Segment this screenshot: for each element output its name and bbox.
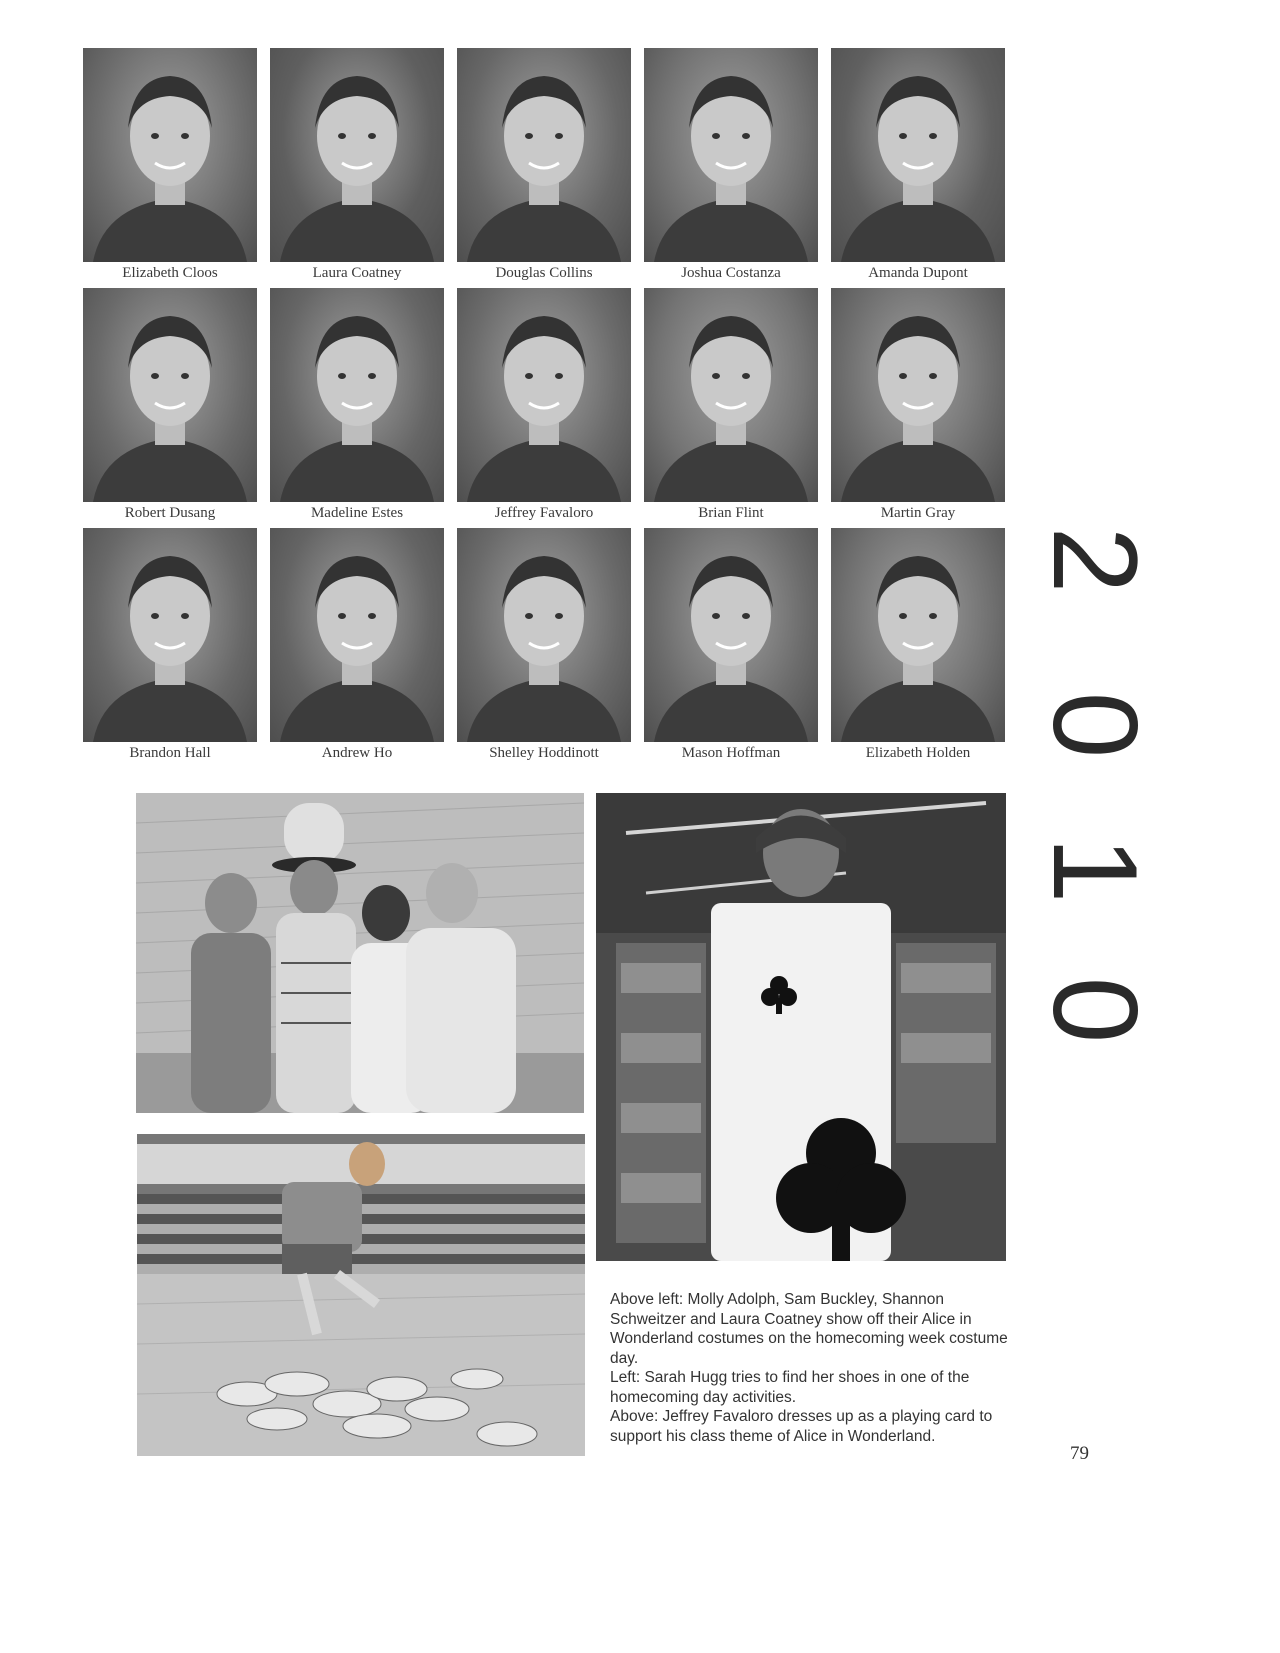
portrait	[83, 528, 257, 762]
portrait-photo	[457, 48, 631, 262]
cutline-left: Left: Sarah Hugg tries to find her shoes in one of the homecoming day activities.	[610, 1369, 970, 1406]
portrait-name: Douglas Collins	[495, 265, 593, 281]
portrait-name: Madeline Estes	[310, 505, 404, 521]
portrait-name: Elizabeth Holden	[865, 745, 971, 761]
year-digit-2: 0	[1028, 691, 1162, 759]
portrait-name: Amanda Dupont	[868, 265, 968, 281]
portrait-photo	[270, 528, 444, 742]
portrait-photo	[457, 288, 631, 502]
portrait-photo	[831, 288, 1005, 502]
portrait	[831, 288, 1005, 522]
portrait	[457, 288, 631, 522]
portrait-name: Laura Coatney	[312, 265, 402, 281]
portrait	[831, 48, 1005, 282]
portrait	[831, 528, 1005, 762]
portrait-photo	[831, 48, 1005, 262]
page-number: 79	[1070, 1443, 1089, 1464]
portrait-name: Mason Hoffman	[681, 745, 781, 761]
portrait	[83, 288, 257, 522]
portrait-name: Jeffrey Favaloro	[494, 505, 594, 521]
portrait-name: Joshua Costanza	[681, 265, 781, 281]
cutline-above: Above: Jeffrey Favaloro dresses up as a playing card to support his class theme of Alice in Wonderland.	[610, 1408, 993, 1445]
photo-cutlines	[610, 1290, 1010, 1446]
portrait	[457, 528, 631, 762]
portrait	[644, 288, 818, 522]
portrait	[83, 48, 257, 282]
portrait-photo	[457, 528, 631, 742]
portrait	[644, 528, 818, 762]
portrait-photo	[270, 48, 444, 262]
photo-shoe-pile-gym	[137, 1134, 585, 1456]
year-digit-4: 0	[1028, 976, 1162, 1044]
photo-costume-group	[136, 793, 584, 1113]
portrait-photo	[644, 48, 818, 262]
portrait-photo	[83, 528, 257, 742]
portrait-name: Elizabeth Cloos	[122, 265, 218, 281]
portrait-name: Brian Flint	[698, 505, 764, 521]
portrait	[644, 48, 818, 282]
portrait	[270, 288, 444, 522]
portrait-name: Robert Dusang	[124, 505, 216, 521]
portrait-photo	[83, 48, 257, 262]
portrait	[457, 48, 631, 282]
portrait-photo	[644, 288, 818, 502]
portrait-name: Martin Gray	[880, 505, 956, 521]
year-digit-1: 2	[1028, 526, 1162, 594]
portrait-name: Andrew Ho	[321, 745, 393, 761]
portrait-photo	[644, 528, 818, 742]
portrait-photo	[270, 288, 444, 502]
cutline-above-left: Above left: Molly Adolph, Sam Buckley, Shannon Schweitzer and Laura Coatney show off their Alice in Wonderland costumes on the homecoming week costume day.	[610, 1291, 1008, 1367]
portrait-photo	[83, 288, 257, 502]
portrait	[270, 48, 444, 282]
photo-playing-card-costume	[596, 793, 1006, 1261]
year-digit-3: 1	[1028, 836, 1162, 904]
portrait-name: Brandon Hall	[129, 745, 211, 761]
portrait-name: Shelley Hoddinott	[489, 745, 599, 761]
portrait-photo	[831, 528, 1005, 742]
portrait	[270, 528, 444, 762]
